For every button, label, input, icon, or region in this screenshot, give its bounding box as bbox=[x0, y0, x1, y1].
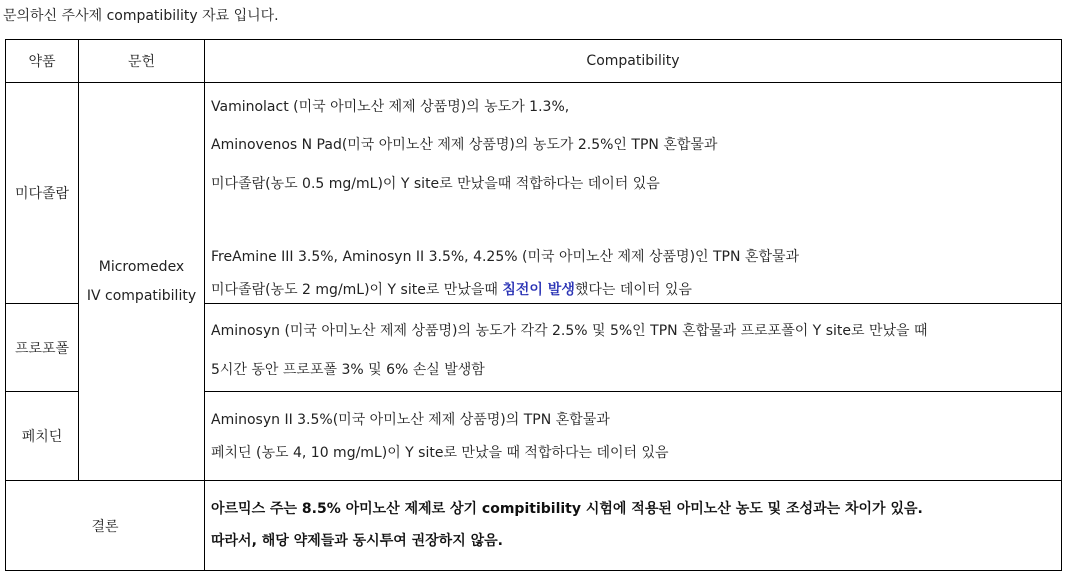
compat-text: 했다는 데이터 있음 bbox=[574, 282, 692, 298]
conclusion-cell bbox=[205, 481, 1062, 571]
compat-line: 미다졸람(농도 0.5 mg/mL)이 Y site로 만났을때 적합하다는 데이터 있음 bbox=[211, 176, 660, 192]
precipitation-highlight: 침전이 발생 bbox=[502, 282, 575, 298]
source-line-2: IV compatibility bbox=[86, 287, 197, 304]
compatibility-table bbox=[5, 39, 1062, 571]
drug-cell-pethidine: 페치딘 bbox=[6, 392, 79, 481]
drug-cell-propofol: 프로포폴 bbox=[6, 304, 79, 392]
compat-line: Vaminolact (미국 아미노산 제제 상품명)의 농도가 1.3%, bbox=[211, 99, 570, 115]
header-drug: 약품 bbox=[6, 40, 79, 83]
table-row-midazolam bbox=[6, 83, 1062, 304]
table-row-conclusion bbox=[6, 481, 1062, 571]
conclusion-line: 아르믹스 주는 8.5% 아미노산 제제로 상기 compitibility 시험에 적용된 아미노산 농도 및 조성과는 차이가 있음. bbox=[211, 501, 923, 517]
compat-cell-propofol bbox=[205, 304, 1062, 392]
header-source: 문헌 bbox=[79, 40, 205, 83]
compat-line: FreAmine III 3.5%, Aminosyn II 3.5%, 4.25% (미국 아미노산 제제 상품명)인 TPN 혼합물과 bbox=[211, 249, 800, 265]
compat-cell-midazolam bbox=[205, 83, 1062, 304]
compat-line: Aminovenos N Pad(미국 아미노산 제제 상품명)의 농도가 2.5%인 TPN 혼합물과 bbox=[211, 137, 718, 153]
table-header-row bbox=[6, 40, 1062, 83]
header-compatibility: Compatibility bbox=[205, 40, 1062, 83]
compat-line: 5시간 동안 프로포폴 3% 및 6% 손실 발생함 bbox=[211, 362, 485, 378]
conclusion-label: 결론 bbox=[6, 481, 205, 571]
compat-cell-pethidine bbox=[205, 392, 1062, 481]
compat-line-precipitation bbox=[211, 280, 1061, 300]
conclusion-line: 따라서, 해당 약제들과 동시투여 권장하지 않음. bbox=[211, 533, 503, 549]
compat-line: Aminosyn II 3.5%(미국 아미노산 제제 상품명)의 TPN 혼합물과 bbox=[211, 412, 610, 428]
source-line-1: Micromedex bbox=[98, 258, 185, 275]
compat-text: 미다졸람(농도 2 mg/mL)이 Y site로 만났을때 bbox=[211, 282, 503, 298]
compat-line: 페치딘 (농도 4, 10 mg/mL)이 Y site로 만났을 때 적합하다는 데이터 있음 bbox=[211, 445, 669, 461]
source-cell bbox=[79, 83, 205, 481]
drug-cell-midazolam: 미다졸람 bbox=[6, 83, 79, 304]
compat-line: Aminosyn (미국 아미노산 제제 상품명)의 농도가 각각 2.5% 및 5%인 TPN 혼합물과 프로포폴이 Y site로 만났을 때 bbox=[211, 323, 928, 339]
intro-text: 문의하신 주사제 compatibility 자료 입니다. bbox=[3, 8, 279, 24]
